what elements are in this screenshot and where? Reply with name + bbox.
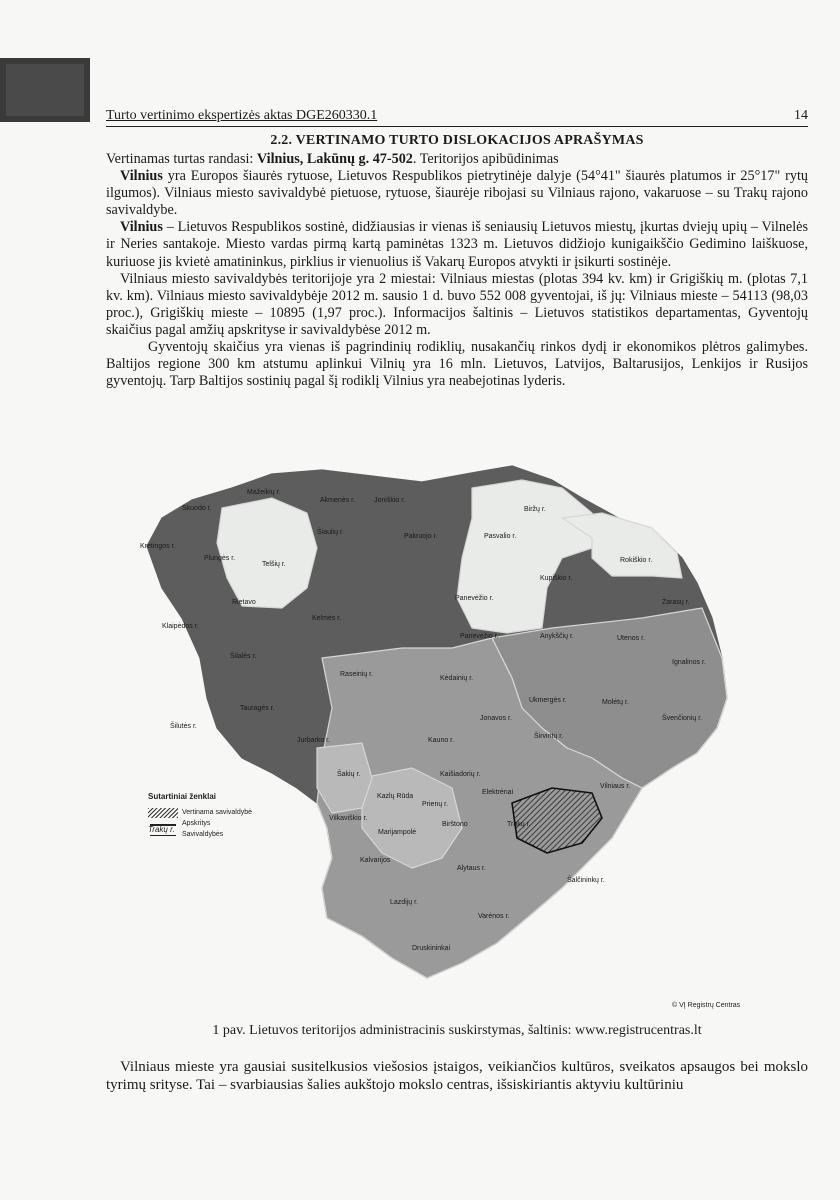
label-jonavos: Jonavos r. xyxy=(480,715,512,722)
label-birstono: Birštono xyxy=(442,821,468,828)
page-header xyxy=(106,108,808,127)
lithuania-map-figure xyxy=(122,458,786,1010)
label-vilkaviskio: Vilkaviškio r. xyxy=(329,815,368,822)
label-kupiskio: Kupiškio r. xyxy=(540,575,573,582)
label-kauno: Kauno r. xyxy=(428,737,455,744)
paragraph-history xyxy=(106,219,808,270)
label-elektrenai: Elektrėnai xyxy=(482,789,514,796)
label-sakiu: Šakių r. xyxy=(337,771,361,778)
text-run: – Lietuvos Respublikos sostinė, didžiausias ir vienas iš seniausių Lietuvos miestų, įkurtas dviejų upių – Vilnelės ir Neries santakoje. Miesto vardas pirmą kartą paminėtas 1323 m. Lietuvos didžiojo kunigaikščio Gedimino laiškuose, kuriuose jis kvietė amatininkus, pirklius ir vienuolius iš Vakarų Europos atvykti ir įsikurti sostinėje. xyxy=(106,219,808,270)
label-mazeikiu: Mažeikių r. xyxy=(247,489,281,496)
label-kaisiadoriu: Kaišiadorių r. xyxy=(440,771,481,778)
label-raseiniu: Raseinių r. xyxy=(340,671,374,678)
page-number: 14 xyxy=(794,108,808,123)
label-pakruojo: Pakruojo r. xyxy=(404,533,438,540)
text-run: Vertinamas turtas randasi: xyxy=(106,151,257,167)
label-prienu: Prienų r. xyxy=(422,801,449,808)
label-ukmerges: Ukmergės r. xyxy=(529,697,567,704)
thin-line-symbol-icon xyxy=(148,824,178,840)
label-pasvalio: Pasvalio r. xyxy=(484,533,517,540)
label-lazdiju: Lazdijų r. xyxy=(390,899,419,906)
label-marijampoles: Marijampolė xyxy=(378,829,417,836)
property-address: Vilnius, Lakūnų g. 47-502 xyxy=(256,151,413,167)
paragraph-location xyxy=(106,151,808,168)
map-regions xyxy=(147,466,727,978)
label-silales: Šilalės r. xyxy=(230,653,257,660)
label-ignalinos: Ignalinos r. xyxy=(672,659,706,666)
document-title: Turto vertinimo ekspertizės aktas DGE260330.1 xyxy=(106,108,378,123)
legend-item-selected xyxy=(148,807,252,818)
label-kazlu: Kazlų Rūda xyxy=(377,793,414,800)
label-alytaus: Alytaus r. xyxy=(457,865,486,872)
label-druskininku: Druskininkai xyxy=(412,945,451,952)
label-siauliu: Šiaulių r. xyxy=(317,529,344,536)
label-telsiu: Telšių r. xyxy=(262,561,286,568)
label-kalvarijos: Kalvarijos xyxy=(360,857,391,864)
scan-artifact xyxy=(0,58,90,122)
paragraph-population: Vilniaus miesto savivaldybės teritorijoje yra 2 miestai: Vilniaus miestas (plotas 394 kv. km) ir Grigiškių m. (plotas 7,1 kv. km). Vilniaus miesto savivaldybėje 2012 m. sausio 1 d. buvo 552 008 gyventojai, iš jų: Vilniaus mieste – 54113 (98,03 proc.), Grigiškių mieste – 10895 (1,97 proc.). Informacijos šaltinis – Lietuvos statistikos departamentas, Gyventojų skaičius pagal amžių apskrityse ir savivaldybėse 2012 m. xyxy=(106,270,808,338)
hatch-symbol-icon xyxy=(148,808,178,818)
label-rietavo: Rietavo xyxy=(232,599,256,606)
label-utenos: Utenos r. xyxy=(617,635,646,642)
label-akmenes: Akmenės r. xyxy=(320,497,356,504)
legend-item-municipalities xyxy=(148,824,252,840)
text-run: yra Europos šiaurės rytuose, Lietuvos Respublikos pietrytinėje dalyje (54°41" šiaurės platumos ir 25°17" rytų ilgumos). Vilniaus miesto savivaldybė pietuose, rytuose, šiaurėje ribojasi su Vilniaus rajono, vakaruose – su Trakų rajono savivaldybe. xyxy=(106,168,808,219)
map-legend xyxy=(148,792,252,840)
region-west-light xyxy=(317,743,372,813)
label-salcininku: Šalčininkų r. xyxy=(567,877,605,884)
label-anyksciu: Anykščių r. xyxy=(540,633,574,640)
label-birzu: Biržų r. xyxy=(524,506,546,513)
label-skuodo: Skuodo r. xyxy=(182,505,212,512)
legend-label-municipalities: Savivaldybės xyxy=(182,831,224,838)
label-kedainiu: Kėdainių r. xyxy=(440,675,474,682)
label-vilniaus-r: Vilniaus r. xyxy=(600,783,631,790)
label-klaipeda: Klaipėdos r. xyxy=(162,623,199,630)
legend-sample-label: Trakų r. xyxy=(148,824,175,834)
label-kelmes: Kelmės r. xyxy=(312,615,342,622)
label-jurbarko: Jurbarko r. xyxy=(297,737,331,744)
body-text-continued xyxy=(106,1058,808,1094)
label-plunges: Plungės r. xyxy=(204,555,236,562)
body-text xyxy=(106,151,808,390)
label-silutes: Šilutės r. xyxy=(170,723,197,730)
label-trakai: Trakų r. xyxy=(507,821,531,828)
label-taurages: Tauragės r. xyxy=(240,705,275,712)
map-credit: © VĮ Registrų Centras xyxy=(672,1002,741,1009)
label-zarasu: Zarasų r. xyxy=(662,599,690,606)
label-panevezio-r: Panevėžio r. xyxy=(455,595,494,602)
bold-term: Vilnius xyxy=(120,219,163,236)
figure-caption: 1 pav. Lietuvos teritorijos administracinis suskirstymas, šaltinis: www.registrucentras.lt xyxy=(212,1023,702,1038)
label-rokiskio: Rokiškio r. xyxy=(620,557,653,564)
paragraph-continued: Vilniaus mieste yra gausiai susitelkusios viešosios įstaigos, veikiančios kultūros, sveikatos apsaugos bei mokslo tyrimų srityse. Tai – svarbiausias šalies aukštojo mokslo centras, išsiskiriantis aktyviu kultūriniu xyxy=(106,1059,808,1093)
legend-label-counties: Apskritys xyxy=(182,820,211,827)
label-varenos: Varėnos r. xyxy=(478,913,510,920)
section-title: 2.2. VERTINAMO TURTO DISLOKACIJOS APRAŠYMAS xyxy=(270,133,644,148)
paragraph-geography xyxy=(106,168,808,219)
label-svencioniu: Švenčionių r. xyxy=(662,715,703,722)
label-joniskio: Joniškio r. xyxy=(374,497,406,504)
label-panevezio-m: Panevėžio r. xyxy=(460,633,499,640)
label-sirvintu: Širvintų r. xyxy=(534,733,564,740)
legend-label-selected: Vertinama savivaldybė xyxy=(182,809,253,816)
bold-term: Vilnius xyxy=(120,168,163,185)
label-moletu: Molėtų r. xyxy=(602,699,629,706)
paragraph-market: Gyventojų skaičius yra vienas iš pagrindinių rodiklių, nusakančių rinkos dydį ir ekonomikos plėtros galimybes. Baltijos regione 300 km atstumu aplinkui Vilnių yra 16 mln. Lietuvos, Latvijos, Baltarusijos, Lenkijos ir Rusijos gyventojų. Tarp Baltijos sostinių pagal šį rodiklį Vilnius yra neabejotinas lyderis. xyxy=(106,339,808,390)
text-run: . Teritorijos apibūdinimas xyxy=(412,151,559,167)
legend-title: Sutartiniai ženklai xyxy=(148,792,217,801)
lithuania-map xyxy=(122,458,786,1010)
label-kretinga: Kretingos r. xyxy=(140,543,176,550)
